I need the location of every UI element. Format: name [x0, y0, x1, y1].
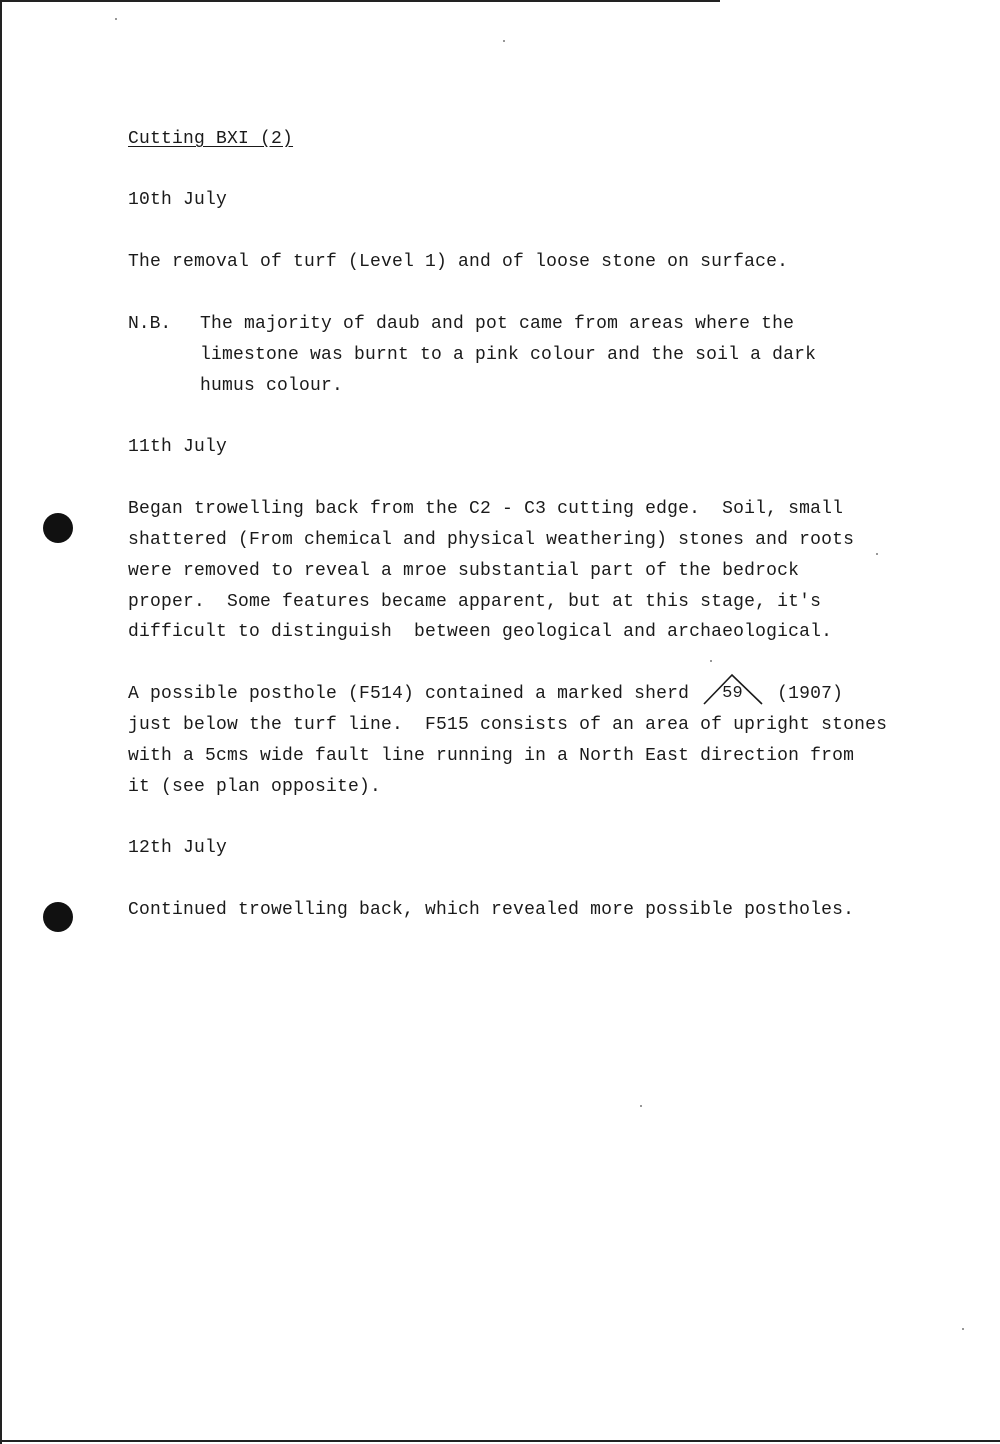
page-heading: Cutting BXI (2) — [128, 129, 294, 149]
entry-text-line: Continued trowelling back, which revealed more possible postholes. — [128, 900, 855, 920]
entry-text-line: The removal of turf (Level 1) and of loose stone on surface. — [128, 252, 789, 272]
entry-date: 11th July — [128, 437, 228, 457]
note-label: N.B. — [128, 314, 172, 334]
page-edge-left — [0, 0, 2, 1444]
sherd-text-line: just below the turf line. F515 consists of an area of upright stones — [128, 715, 888, 735]
entry-text-line: were removed to reveal a mroe substantial part of the bedrock — [128, 561, 800, 581]
sherd-text-line: it (see plan opposite). — [128, 777, 382, 797]
punch-hole-lower — [43, 902, 73, 932]
entry-text-line: difficult to distinguish between geological and archaeological. — [128, 622, 833, 642]
scan-speck — [503, 40, 505, 42]
scan-speck — [962, 1328, 964, 1330]
scan-speck — [115, 18, 117, 20]
sherd-text-line — [128, 683, 843, 705]
scan-speck — [640, 1105, 642, 1107]
entry-date: 10th July — [128, 190, 228, 210]
sherd-marker-triangle — [700, 683, 766, 705]
scan-speck — [710, 660, 712, 662]
entry-date: 12th July — [128, 838, 228, 858]
entry-text-line: proper. Some features became apparent, but at this stage, it's — [128, 592, 822, 612]
page-edge-top — [0, 0, 720, 2]
entry-text-line: shattered (From chemical and physical weathering) stones and roots — [128, 530, 855, 550]
entry-text-line: Began trowelling back from the C2 - C3 cutting edge. Soil, small — [128, 499, 844, 519]
note-line: limestone was burnt to a pink colour and the soil a dark — [200, 345, 817, 365]
sherd-text-line: with a 5cms wide fault line running in a North East direction from — [128, 746, 855, 766]
sherd-text-after: (1907) — [766, 684, 844, 704]
sherd-number: 59 — [722, 684, 743, 703]
scan-speck — [876, 553, 878, 555]
sherd-text-before: A possible posthole (F514) contained a marked sherd — [128, 684, 701, 704]
note-line: The majority of daub and pot came from areas where the — [200, 314, 795, 334]
punch-hole-upper — [43, 513, 73, 543]
page-edge-bottom — [0, 1440, 1000, 1442]
note-line: humus colour. — [200, 376, 344, 396]
